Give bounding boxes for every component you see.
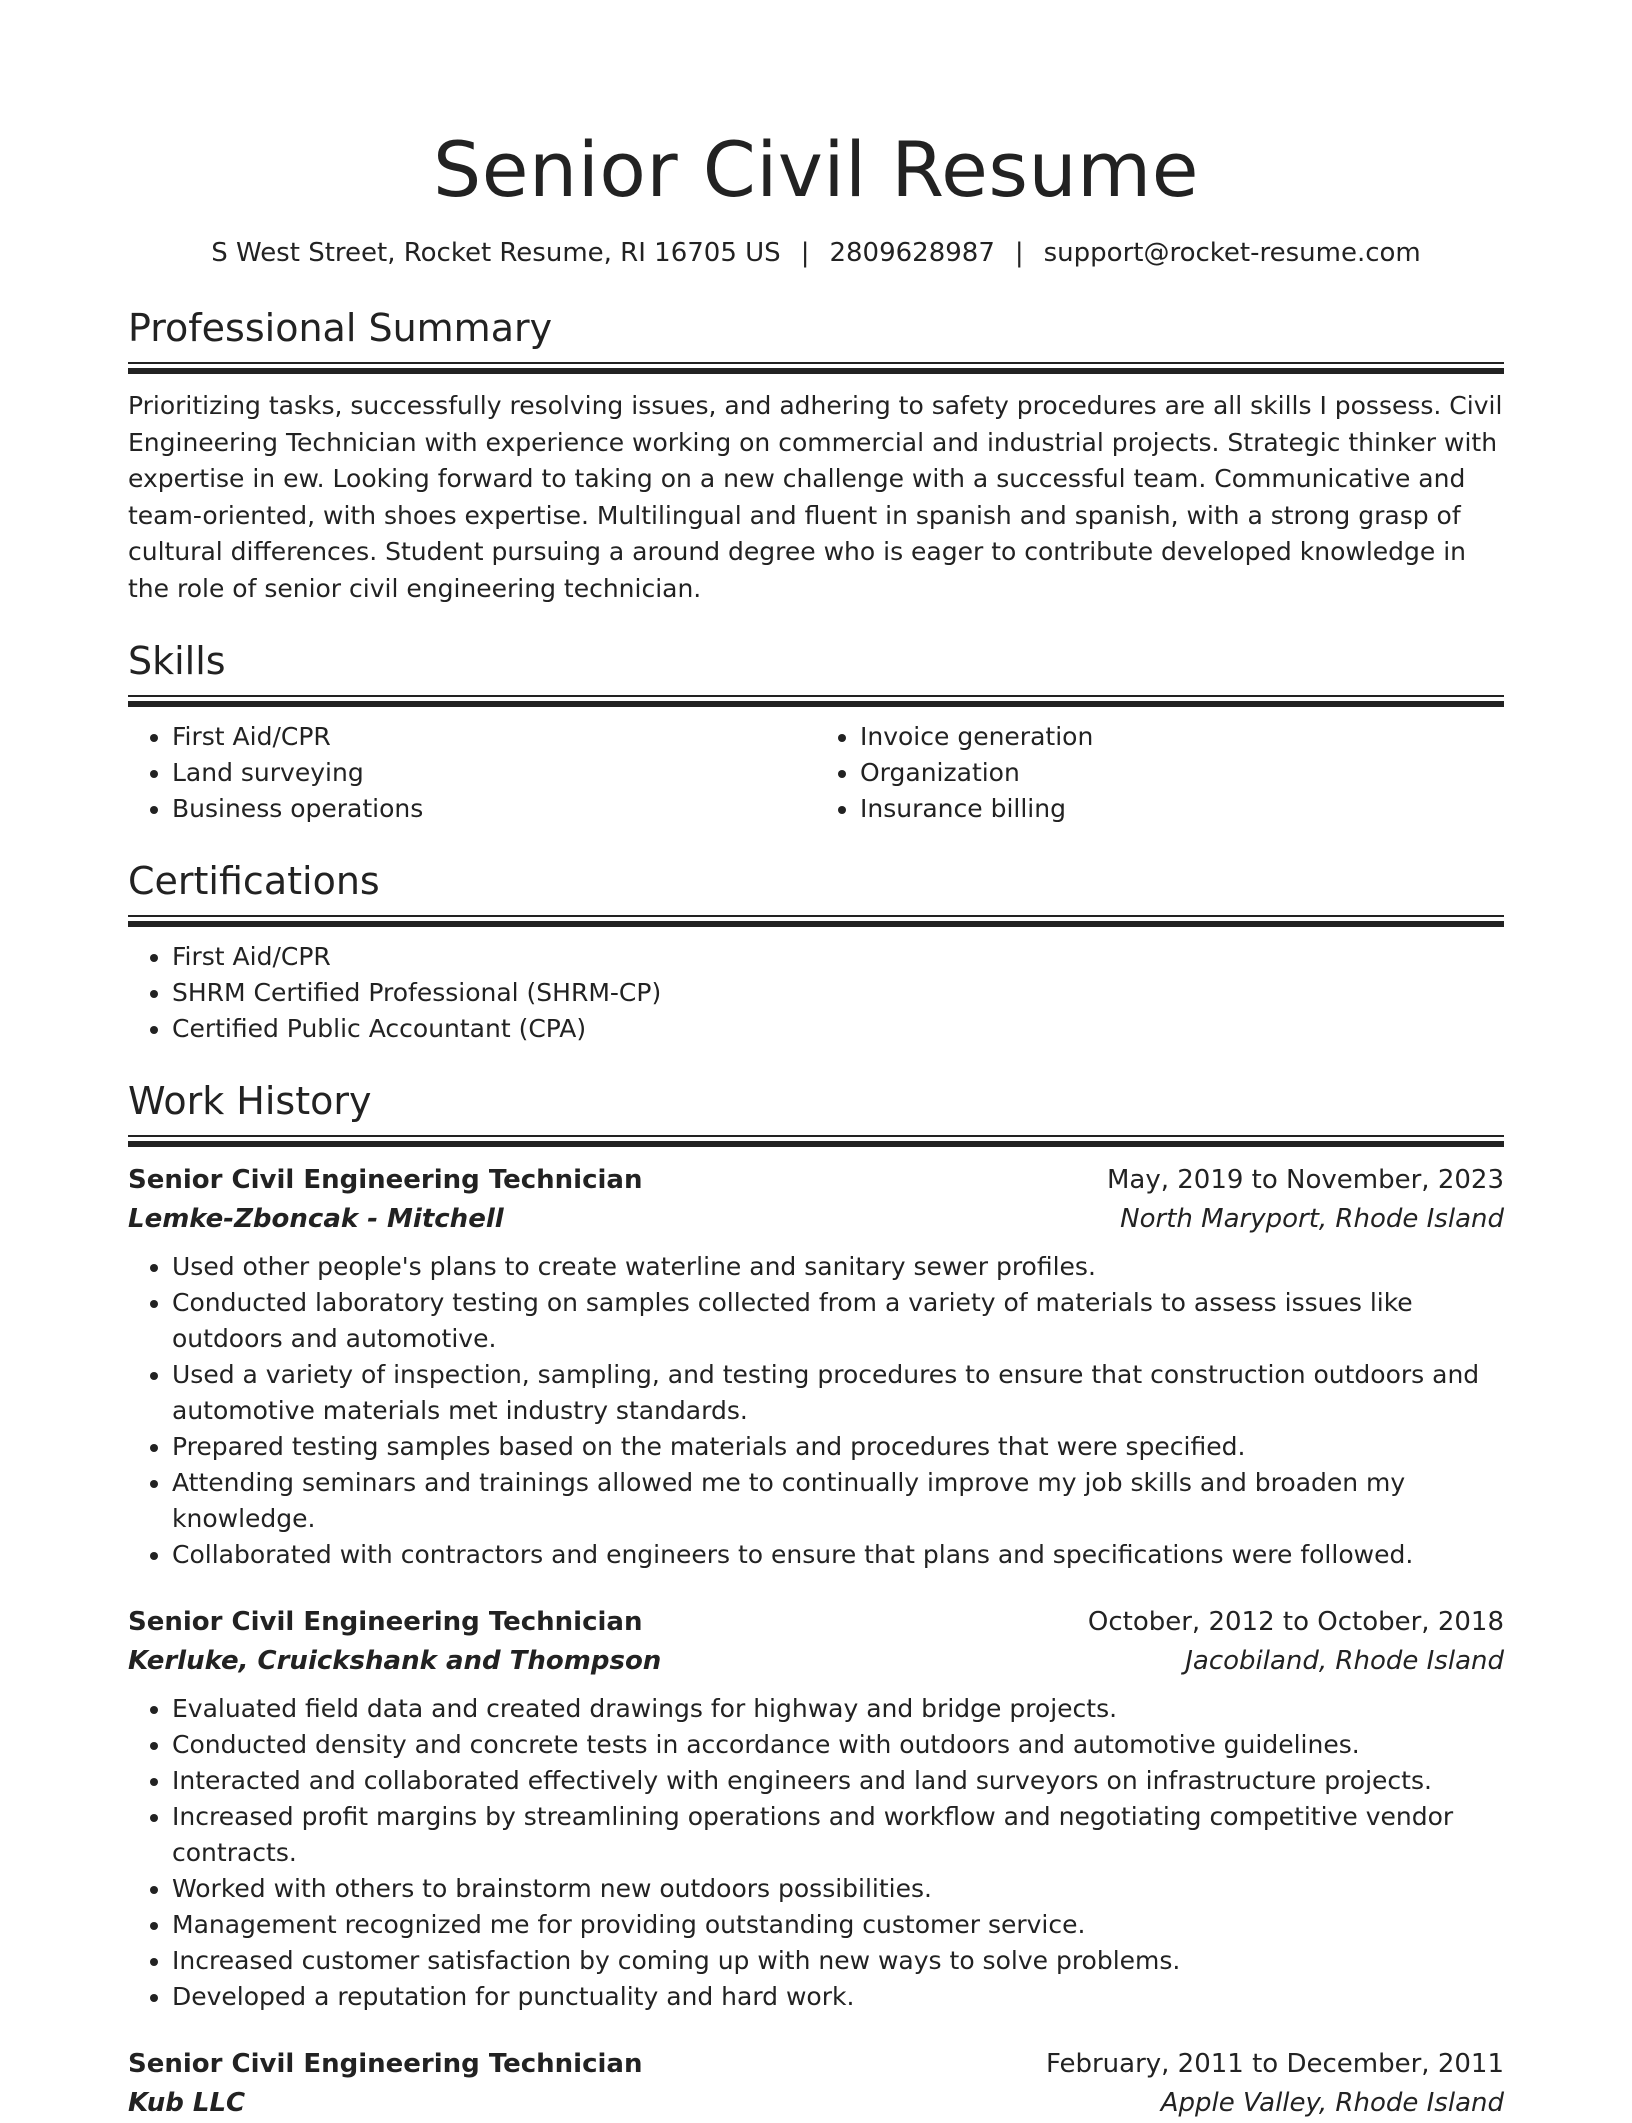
section-heading-work-history: Work History (128, 1079, 372, 1123)
summary-section (128, 304, 1504, 607)
job-bullet: • Management recognized me for providing outstanding customer service. (172, 1907, 1504, 1943)
contact-separator: | (800, 238, 810, 268)
job-subheader (128, 1199, 1504, 1239)
job-bullet: • Increased customer satisfaction by coming up with new ways to solve problems. (172, 1943, 1504, 1979)
job-bullet: • Prepared testing samples based on the materials and procedures that were specified. (172, 1429, 1504, 1465)
job-header (128, 1603, 1504, 1641)
job-bullet: • Interacted and collaborated effectively with engineers and land surveyors on infrastructure projects. (172, 1763, 1504, 1799)
job-company: Kerluke, Cruickshank and Thompson (128, 1646, 662, 1676)
skill-item: • Business operations (172, 791, 816, 827)
job-company: Lemke-Zboncak - Mitchell (128, 1204, 504, 1234)
section-heading-skills: Skills (128, 639, 226, 683)
job-entry (128, 1161, 1504, 1573)
job-bullet: • Developed a reputation for punctuality and hard work. (172, 1979, 1504, 2015)
job-location: North Maryport, Rhode Island (1120, 1204, 1504, 1234)
skills-left-list (128, 719, 816, 827)
job-bullet: • Used a variety of inspection, sampling, and testing procedures to ensure that construction outdoors and automotive materials met industry standards. (172, 1357, 1504, 1429)
certifications-section (128, 857, 1504, 1047)
work-history-section (128, 1077, 1504, 2123)
job-title: Senior Civil Engineering Technician (128, 1607, 643, 1637)
job-subheader (128, 2083, 1504, 2123)
contact-address: S West Street, Rocket Resume, RI 16705 US (211, 238, 781, 268)
job-title: Senior Civil Engineering Technician (128, 1165, 643, 1195)
section-heading-certifications: Certifications (128, 859, 380, 903)
skill-item: • Organization (860, 755, 1504, 791)
job-bullet: • Conducted density and concrete tests in accordance with outdoors and automotive guidelines. (172, 1727, 1504, 1763)
certification-item: • SHRM Certified Professional (SHRM-CP) (172, 975, 1504, 1011)
section-divider (128, 915, 1504, 927)
contact-email: support@rocket-resume.com (1043, 238, 1421, 268)
job-header (128, 2045, 1504, 2083)
job-dates: October, 2012 to October, 2018 (1087, 1607, 1504, 1637)
summary-text: Prioritizing tasks, successfully resolving issues, and adhering to safety procedures are all skills I possess. Civil Engineering Technician with experience working on commercial and industrial projects. Strategic thinker with expertise in ew. Looking forward to taking on a new challenge with a successful team. Communicative and team-oriented, with shoes expertise. Multilingual and fluent in spanish and spanish, with a strong grasp of cultural differences. Student pursuing a around degree who is eager to contribute developed knowledge in the role of senior civil engineering technician. (128, 391, 1503, 603)
job-bullet: • Conducted laboratory testing on samples collected from a variety of materials to assess issues like outdoors and automotive. (172, 1285, 1504, 1357)
job-dates: February, 2011 to December, 2011 (1045, 2049, 1504, 2079)
job-subheader (128, 1641, 1504, 1681)
contact-line (128, 236, 1504, 270)
resume-title: Senior Civil Resume (433, 125, 1199, 214)
job-company: Kub LLC (128, 2088, 246, 2118)
skills-section (128, 637, 1504, 827)
job-bullet: • Collaborated with contractors and engineers to ensure that plans and specifications were followed. (172, 1537, 1504, 1573)
section-divider (128, 1135, 1504, 1147)
job-dates: May, 2019 to November, 2023 (1106, 1165, 1504, 1195)
job-entry (128, 2045, 1504, 2123)
job-bullet: • Attending seminars and trainings allowed me to continually improve my job skills and broaden my knowledge. (172, 1465, 1504, 1537)
contact-phone: 2809628987 (829, 238, 995, 268)
skill-item: • Invoice generation (860, 719, 1504, 755)
section-divider (128, 695, 1504, 707)
job-location: Jacobiland, Rhode Island (1185, 1646, 1504, 1676)
job-bullet: • Evaluated field data and created drawings for highway and bridge projects. (172, 1691, 1504, 1727)
certification-item: • Certified Public Accountant (CPA) (172, 1011, 1504, 1047)
job-bullet: • Used other people's plans to create waterline and sanitary sewer profiles. (172, 1249, 1504, 1285)
job-header (128, 1161, 1504, 1199)
job-bullets (128, 1691, 1504, 2015)
job-location: Apple Valley, Rhode Island (1160, 2088, 1504, 2118)
skill-item: • Land surveying (172, 755, 816, 791)
job-title: Senior Civil Engineering Technician (128, 2049, 643, 2079)
certification-item: • First Aid/CPR (172, 939, 1504, 975)
contact-separator: | (1014, 238, 1024, 268)
job-entry (128, 1603, 1504, 2015)
job-bullets (128, 1249, 1504, 1573)
job-bullet: • Worked with others to brainstorm new outdoors possibilities. (172, 1871, 1504, 1907)
skills-columns (128, 719, 1504, 827)
section-divider (128, 362, 1504, 374)
skills-right-list (816, 719, 1504, 827)
section-heading-summary: Professional Summary (128, 306, 553, 350)
skill-item: • First Aid/CPR (172, 719, 816, 755)
job-bullet: • Increased profit margins by streamlining operations and workflow and negotiating competitive vendor contracts. (172, 1799, 1504, 1871)
certifications-list (128, 939, 1504, 1047)
skill-item: • Insurance billing (860, 791, 1504, 827)
